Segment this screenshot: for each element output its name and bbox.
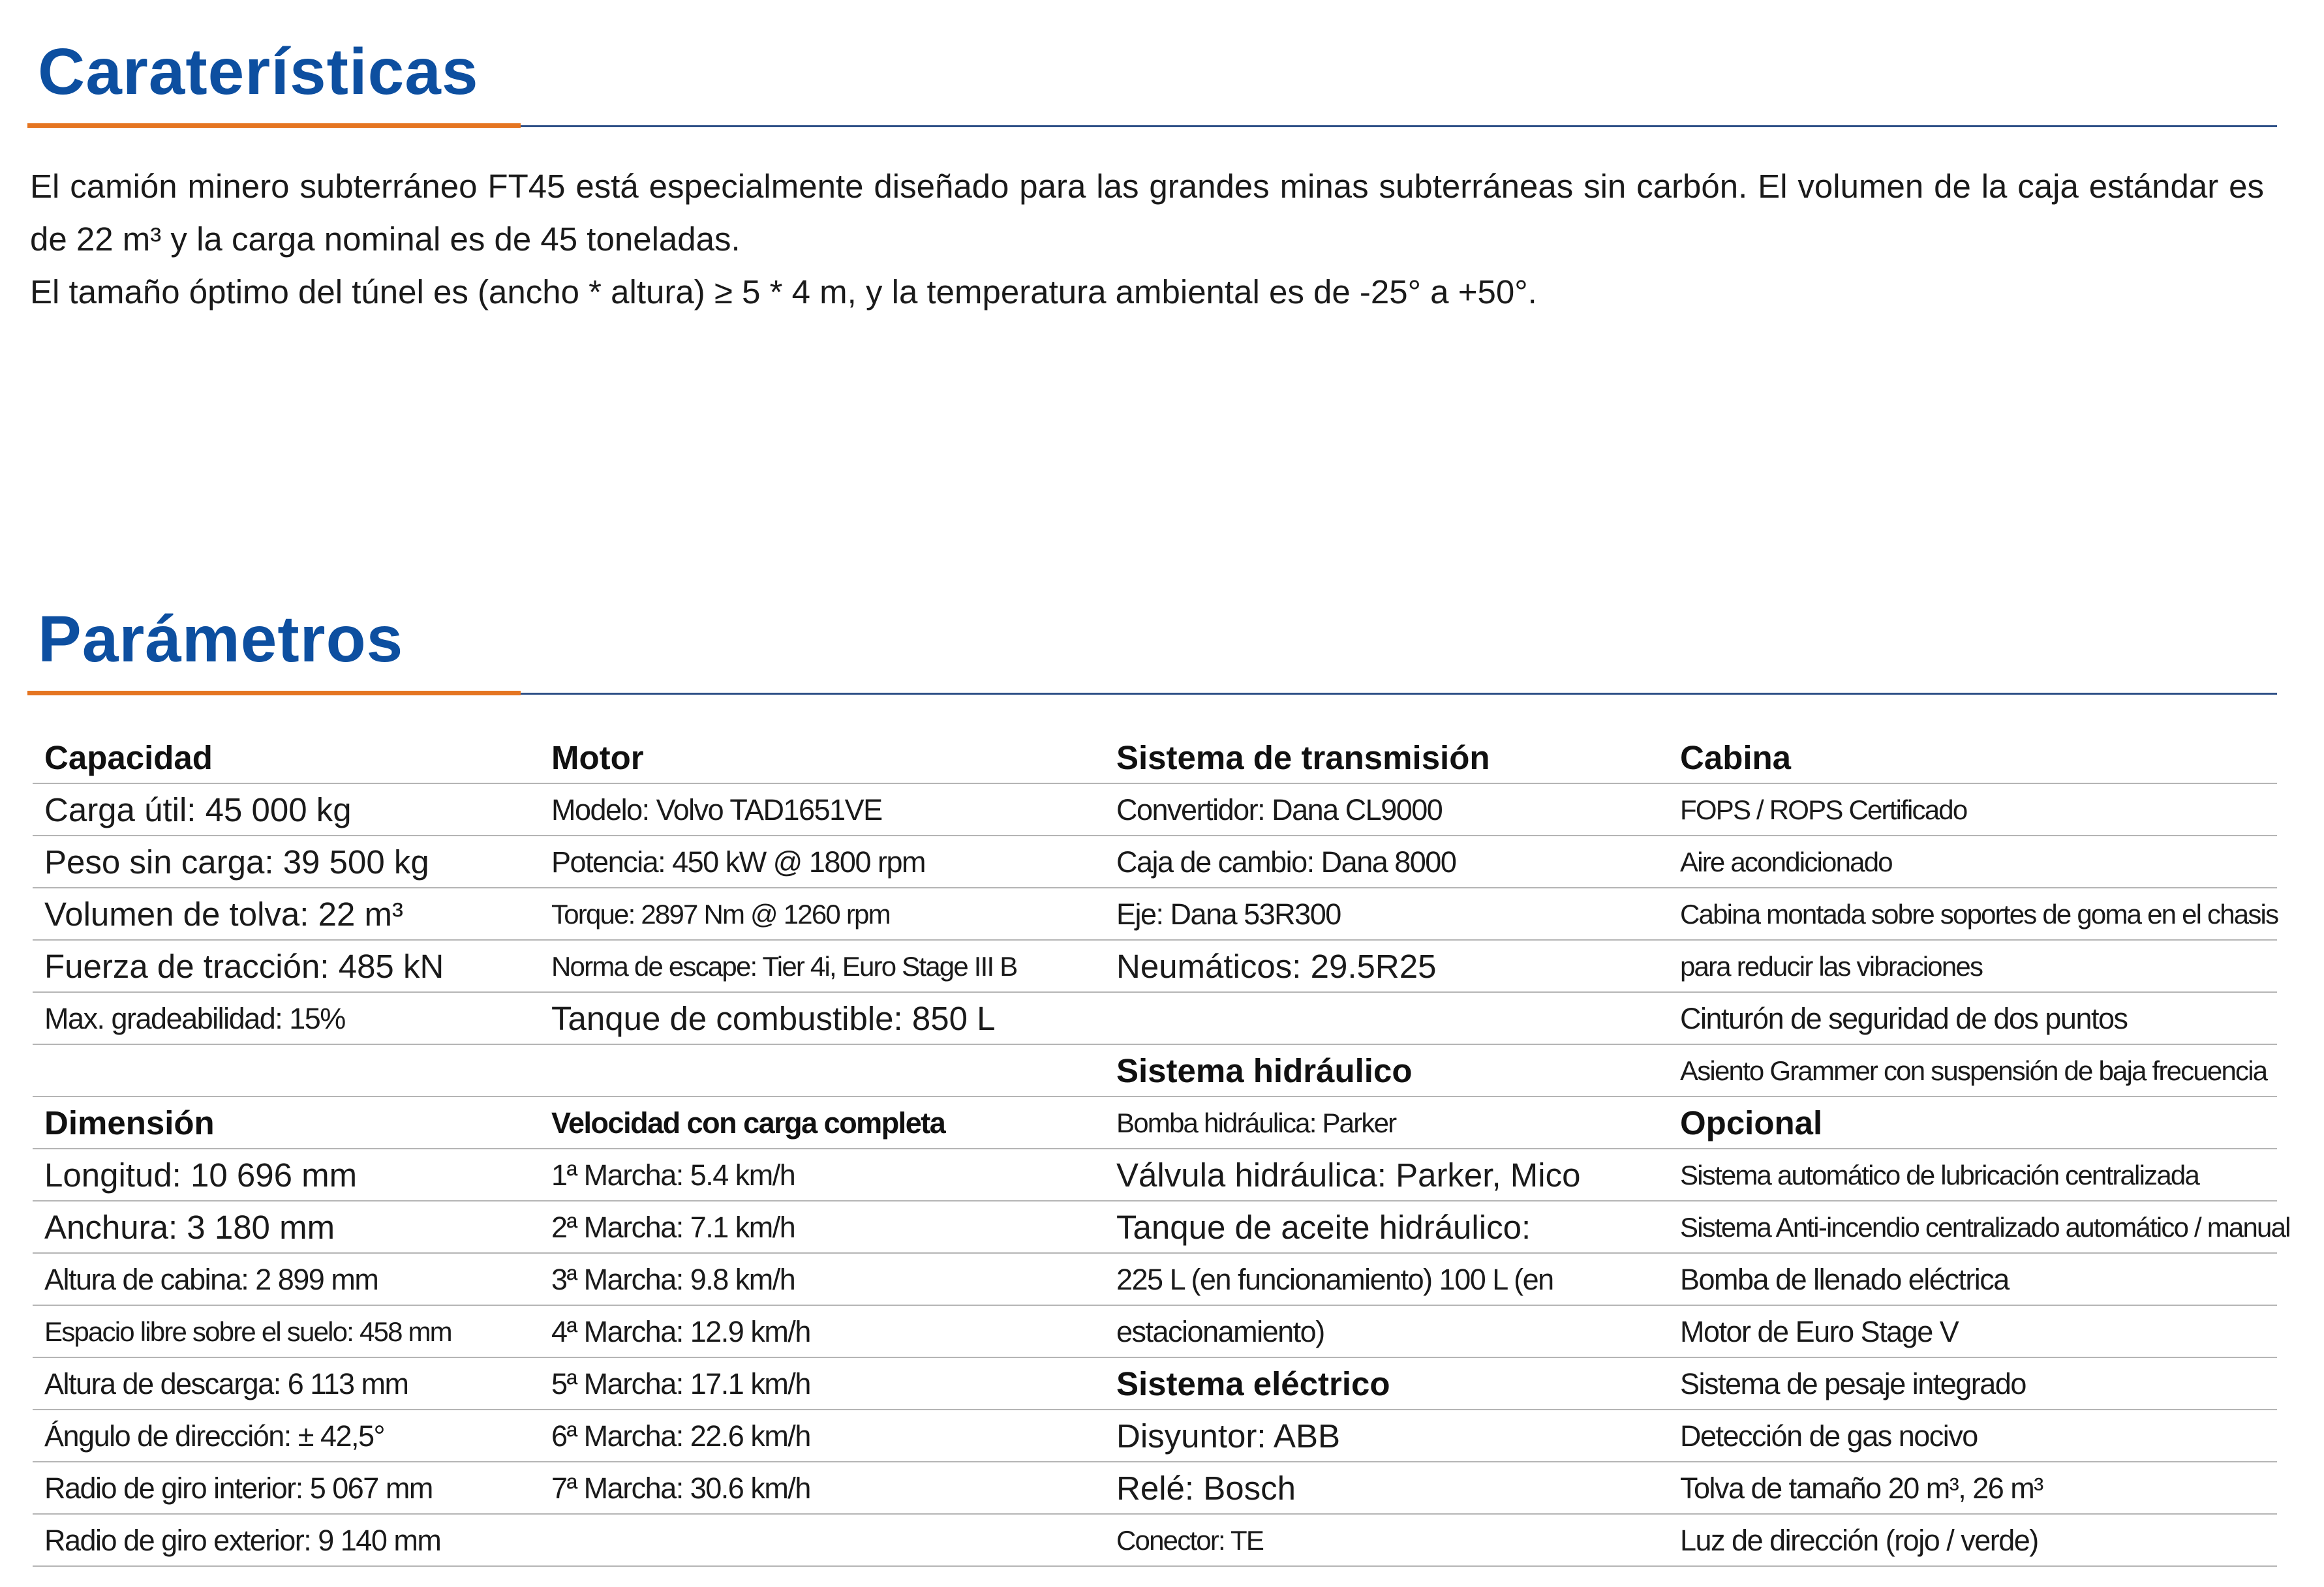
spec-motor-euro-stage-v: Motor de Euro Stage V (1668, 1306, 2277, 1358)
spec-radio-giro-interior: Radio de giro interior: 5 067 mm (33, 1462, 540, 1515)
spec-tanque-aceite: Tanque de aceite hidráulico: (1105, 1202, 1668, 1254)
caracteristicas-accent-bar (27, 123, 521, 128)
spec-anchura: Anchura: 3 180 mm (33, 1202, 540, 1254)
spec-angulo-direccion: Ángulo de dirección: ± 42,5° (33, 1410, 540, 1462)
spec-norma-escape: Norma de escape: Tier 4i, Euro Stage III B (540, 941, 1105, 993)
spacer-row (33, 1045, 540, 1097)
spec-torque: Torque: 2897 Nm @ 1260 rpm (540, 888, 1105, 941)
spec-cabina-vibraciones: para reducir las vibraciones (1668, 941, 2277, 993)
spec-deteccion-gas: Detección de gas nocivo (1668, 1410, 2277, 1462)
spec-cinturon-seguridad: Cinturón de seguridad de dos puntos (1668, 993, 2277, 1045)
spec-altura-descarga: Altura de descarga: 6 113 mm (33, 1358, 540, 1410)
spec-anti-incendio: Sistema Anti-incendio centralizado automático / manual (1668, 1202, 2277, 1254)
section-heading-velocidad: Velocidad con carga completa (540, 1097, 1105, 1149)
spec-radio-giro-exterior: Radio de giro exterior: 9 140 mm (33, 1515, 540, 1567)
spacer-row (1105, 993, 1668, 1045)
parametros-title: Parámetros (38, 603, 404, 676)
spec-fuerza-traccion: Fuerza de tracción: 485 kN (33, 941, 540, 993)
spec-lubricacion-centralizada: Sistema automático de lubricación centralizada (1668, 1149, 2277, 1202)
spec-carga-util: Carga útil: 45 000 kg (33, 784, 540, 836)
description-paragraph-1: El camión minero subterráneo FT45 está especialmente diseñado para las grandes minas subterráneas sin carbón. El volumen de la caja estándar es de 22 m³ y la carga nominal es de 45 toneladas. (30, 168, 2264, 258)
description-paragraph-2: El tamaño óptimo del túnel es (ancho * altura) ≥ 5 * 4 m, y la temperatura ambiental es de -25° a +50°. (30, 273, 1537, 310)
spec-altura-cabina: Altura de cabina: 2 899 mm (33, 1254, 540, 1306)
spec-column-transmision-hidraulico-electrico (1105, 732, 1668, 1567)
spec-luz-direccion: Luz de dirección (rojo / verde) (1668, 1515, 2277, 1567)
spec-rele: Relé: Bosch (1105, 1462, 1668, 1515)
spec-bomba-hidraulica: Bomba hidráulica: Parker (1105, 1097, 1668, 1149)
spec-tanque-aceite-capacidad: 225 L (en funcionamiento) 100 L (en (1105, 1254, 1668, 1306)
spec-sistema-pesaje: Sistema de pesaje integrado (1668, 1358, 2277, 1410)
spec-caja-cambio: Caja de cambio: Dana 8000 (1105, 836, 1668, 888)
spec-peso-sin-carga: Peso sin carga: 39 500 kg (33, 836, 540, 888)
spec-bomba-llenado: Bomba de llenado eléctrica (1668, 1254, 2277, 1306)
section-heading-transmision: Sistema de transmisión (1105, 732, 1668, 784)
spec-fops-rops: FOPS / ROPS Certificado (1668, 784, 2277, 836)
spec-marcha-4: 4ª Marcha: 12.9 km/h (540, 1306, 1105, 1358)
spec-conector: Conector: TE (1105, 1515, 1668, 1567)
spec-marcha-2: 2ª Marcha: 7.1 km/h (540, 1202, 1105, 1254)
spec-column-cabina-opcional (1668, 732, 2290, 1567)
spec-potencia: Potencia: 450 kW @ 1800 rpm (540, 836, 1105, 888)
spec-aire-acondicionado: Aire acondicionado (1668, 836, 2277, 888)
spec-marcha-6: 6ª Marcha: 22.6 km/h (540, 1410, 1105, 1462)
spec-longitud: Longitud: 10 696 mm (33, 1149, 540, 1202)
spec-convertidor: Convertidor: Dana CL9000 (1105, 784, 1668, 836)
section-heading-opcional: Opcional (1668, 1097, 2277, 1149)
spec-marcha-3: 3ª Marcha: 9.8 km/h (540, 1254, 1105, 1306)
spec-column-capacidad-dimension (33, 732, 540, 1567)
spacer-row (540, 1045, 1105, 1097)
spec-neumaticos: Neumáticos: 29.5R25 (1105, 941, 1668, 993)
section-heading-electrico: Sistema eléctrico (1105, 1358, 1668, 1410)
spec-marcha-1: 1ª Marcha: 5.4 km/h (540, 1149, 1105, 1202)
section-heading-capacidad: Capacidad (33, 732, 540, 784)
section-heading-hidraulico: Sistema hidráulico (1105, 1045, 1668, 1097)
spec-marcha-7: 7ª Marcha: 30.6 km/h (540, 1462, 1105, 1515)
section-heading-dimension: Dimensión (33, 1097, 540, 1149)
spec-volumen-tolva: Volumen de tolva: 22 m³ (33, 888, 540, 941)
spec-disyuntor: Disyuntor: ABB (1105, 1410, 1668, 1462)
caracteristicas-description (30, 160, 2264, 318)
spec-eje: Eje: Dana 53R300 (1105, 888, 1668, 941)
spec-modelo-motor: Modelo: Volvo TAD1651VE (540, 784, 1105, 836)
spec-tolva-tamano: Tolva de tamaño 20 m³, 26 m³ (1668, 1462, 2277, 1515)
spec-espacio-libre-suelo: Espacio libre sobre el suelo: 458 mm (33, 1306, 540, 1358)
spacer-row (540, 1515, 1105, 1567)
section-heading-motor: Motor (540, 732, 1105, 784)
caracteristicas-title: Caraterísticas (38, 35, 479, 108)
spec-column-motor-velocidad (540, 732, 1105, 1567)
spec-cabina-soportes: Cabina montada sobre soportes de goma en el chasis (1668, 888, 2277, 941)
parametros-accent-bar (27, 691, 521, 695)
spec-tanque-aceite-estacionamiento: estacionamiento) (1105, 1306, 1668, 1358)
spec-marcha-5: 5ª Marcha: 17.1 km/h (540, 1358, 1105, 1410)
spec-max-gradeabilidad: Max. gradeabilidad: 15% (33, 993, 540, 1045)
spec-tanque-combustible: Tanque de combustible: 850 L (540, 993, 1105, 1045)
spec-valvula-hidraulica: Válvula hidráulica: Parker, Mico (1105, 1149, 1668, 1202)
spec-asiento-grammer: Asiento Grammer con suspensión de baja frecuencia (1668, 1045, 2277, 1097)
section-heading-cabina: Cabina (1668, 732, 2277, 784)
